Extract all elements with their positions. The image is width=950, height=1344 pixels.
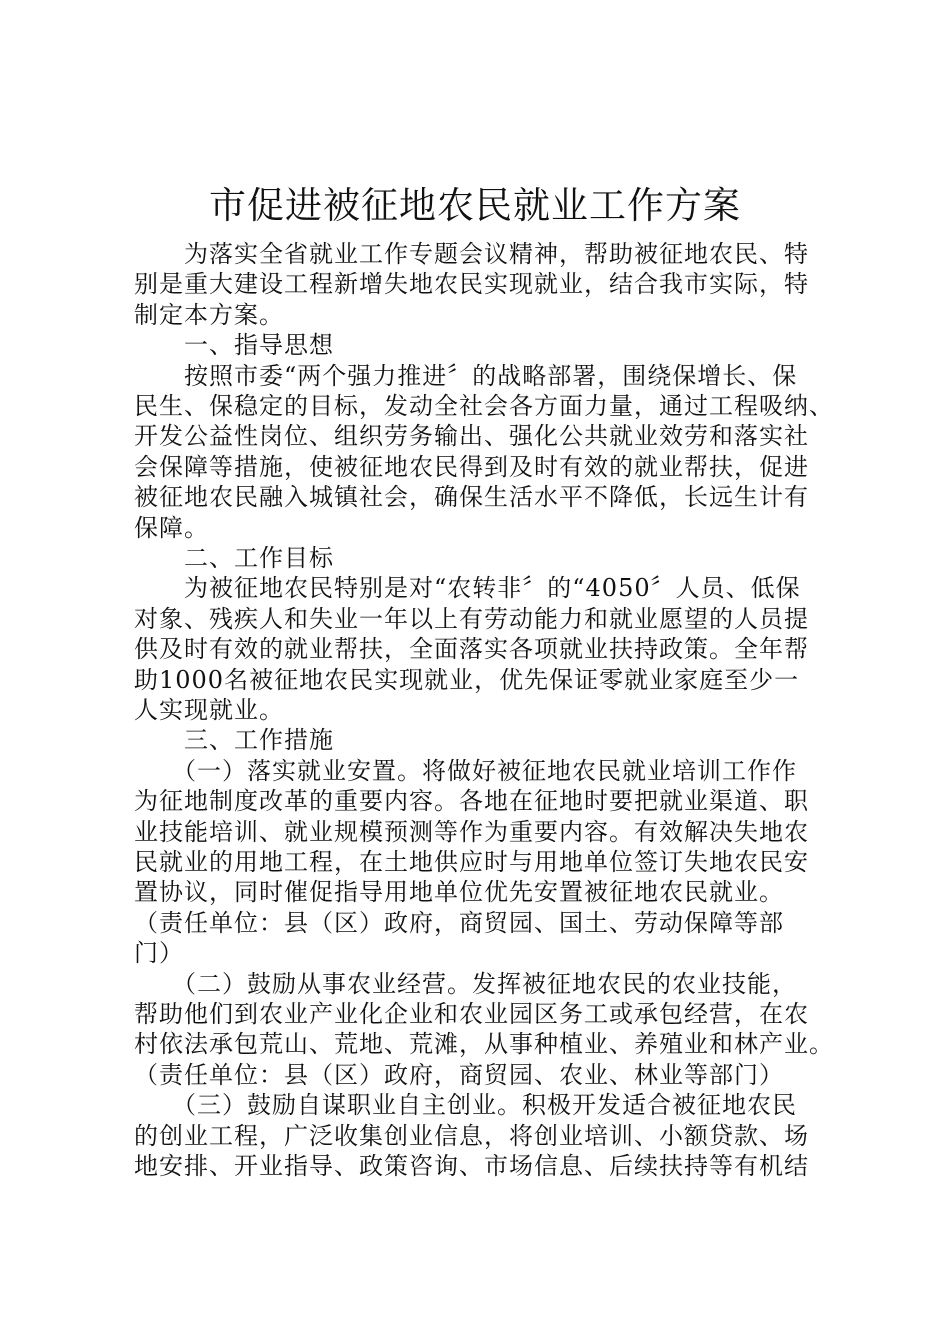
- body-line: 会保障等措施，使被征地农民得到及时有效的就业帮扶，促进: [134, 452, 809, 481]
- body-line: （二）鼓励从事农业经营。发挥被征地农民的农业技能，: [134, 969, 797, 998]
- body-line: 人实现就业。: [134, 696, 284, 724]
- body-line: 为征地制度改革的重要内容。各地在征地时要把就业渠道、职: [134, 787, 809, 816]
- body-line: 为落实全省就业工作专题会议精神，帮助被征地农民、特: [134, 240, 809, 268]
- body-line: 被征地农民融入城镇社会，确保生活水平不降低，长远生计有: [134, 483, 809, 512]
- body-line: 的创业工程，广泛收集创业信息，将创业培训、小额贷款、场: [134, 1121, 809, 1150]
- body-line: 民生、保稳定的目标，发动全社会各方面力量，通过工程吸纳、: [134, 392, 834, 420]
- body-line: 置协议，同时催促指导用地单位优先安置被征地农民就业。: [134, 878, 784, 907]
- body-line: 保障。: [134, 513, 209, 542]
- body-line: 三、工作措施: [134, 726, 334, 755]
- body-line: （责任单位：县（区）政府，商贸园、农业、林业等部门）: [134, 1060, 784, 1089]
- body-line: 助1000名被征地农民实现就业，优先保证零就业家庭至少一: [134, 665, 800, 694]
- body-line: 帮助他们到农业产业化企业和农业园区务工或承包经营，在农: [134, 1000, 809, 1028]
- body-line: 二、工作目标: [134, 544, 334, 572]
- body-line: （一）落实就业安置。将做好被征地农民就业培训工作作: [134, 756, 797, 785]
- body-line: 别是重大建设工程新增失地农民实现就业，结合我市实际，特: [134, 270, 809, 299]
- body-line: 供及时有效的就业帮扶，全面落实各项就业扶持政策。全年帮: [134, 635, 809, 664]
- body-line: 按照市委“两个强力推进〞的战略部署，围绕保增长、保: [134, 361, 798, 390]
- body-line: 为被征地农民特别是对“农转非〞的“4050〞人员、低保: [134, 574, 801, 603]
- body-line: 村依法承包荒山、荒地、荒滩，从事种植业、养殖业和林产业。: [134, 1030, 834, 1059]
- body-line: （责任单位：县（区）政府，商贸园、国土、劳动保障等部: [134, 908, 784, 937]
- body-line: 一、指导思想: [134, 331, 334, 360]
- body-line: （三）鼓励自谋职业自主创业。积极开发适合被征地农民: [134, 1091, 797, 1120]
- body-line: 业技能培训、就业规模预测等作为重要内容。有效解决失地农: [134, 817, 809, 846]
- body-line: 民就业的用地工程，在土地供应时与用地单位签订失地农民安: [134, 848, 809, 876]
- body-line: 开发公益性岗位、组织劳务输出、强化公共就业效劳和落实社: [134, 422, 809, 451]
- document-title: 市促进被征地农民就业工作方案: [209, 184, 741, 227]
- body-line: 制定本方案。: [134, 300, 284, 329]
- body-line: 地安排、开业指导、政策咨询、市场信息、后续扶持等有机结: [134, 1152, 809, 1180]
- body-line: 门）: [134, 939, 184, 968]
- body-line: 对象、残疾人和失业一年以上有劳动能力和就业愿望的人员提: [134, 604, 809, 633]
